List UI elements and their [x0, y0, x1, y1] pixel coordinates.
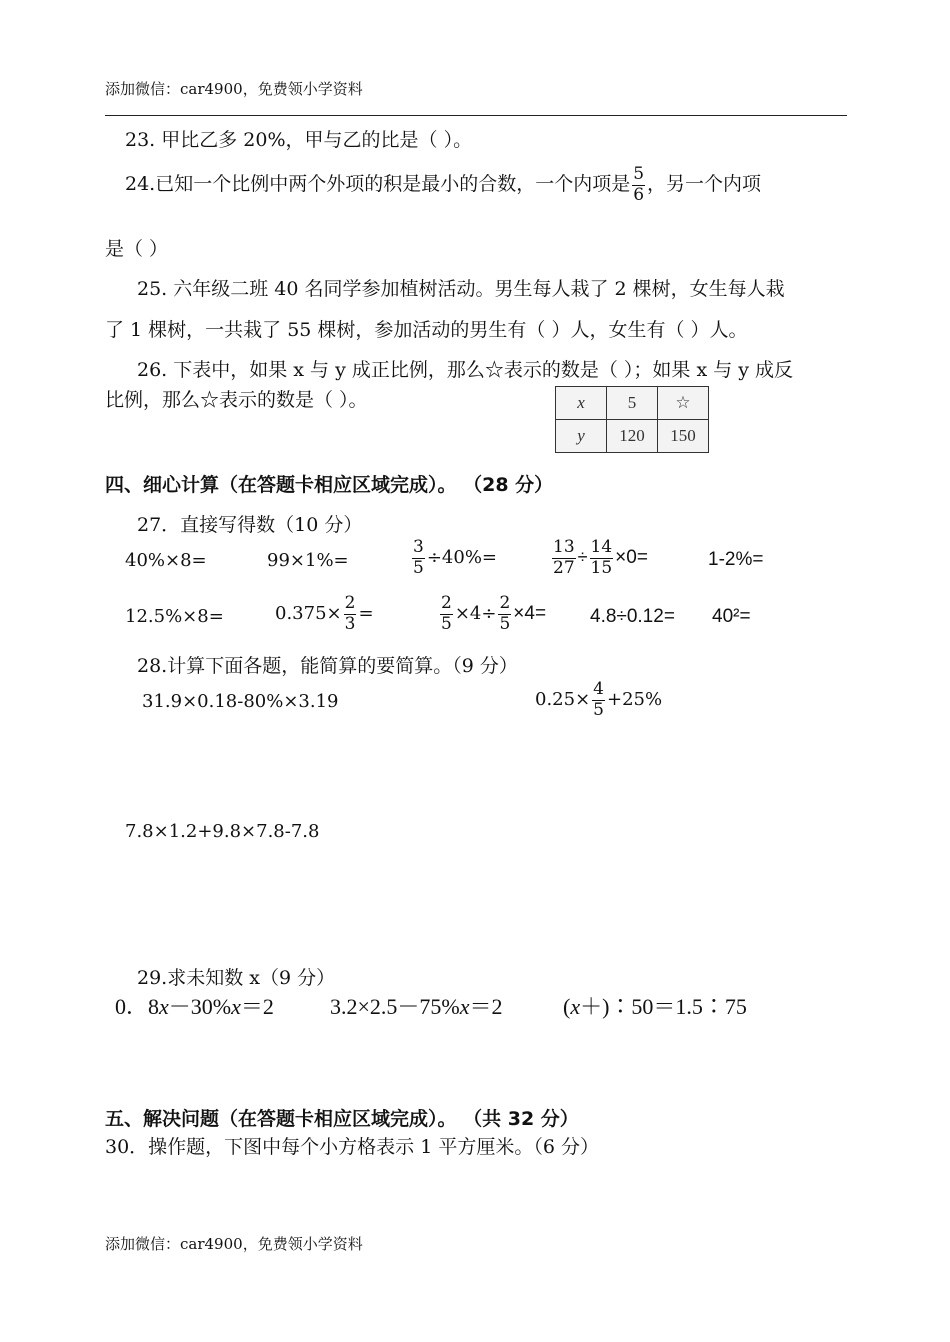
q24-fraction: $\frac{5}{6}$	[633, 164, 645, 205]
q24-suffix: ，另一个内项	[647, 173, 762, 196]
question-24-line2: 是（ ）	[105, 238, 169, 260]
table-row	[556, 387, 709, 420]
q27-r2c3: $\frac{2}{5}$ ×4÷ $\frac{2}{5}$ ×4=	[441, 593, 547, 634]
table-cell: 120	[607, 420, 658, 453]
q28-expr-2: 0.25× $\frac{4}{5}$ +25%	[535, 679, 663, 720]
q28-expr-3: 7.8×1.2+9.8×7.8-7.8	[125, 821, 320, 842]
question-28-title: 28.计算下面各题，能简算的要简算。（9 分）	[137, 655, 518, 677]
q24-prefix: 24.已知一个比例中两个外项的积是最小的合数，一个内项是	[125, 173, 631, 196]
q27-r1c2: 99×1%=	[267, 550, 349, 571]
header-rule	[105, 115, 847, 116]
table-cell: y	[556, 420, 607, 453]
table-cell: 150	[658, 420, 709, 453]
table-cell: ☆	[658, 387, 709, 420]
page-header: 添加微信：car4900，免费领小学资料	[105, 80, 363, 98]
q27-r2c2: 0.375× $\frac{2}{3}$ =	[275, 593, 374, 634]
table-row	[556, 420, 709, 453]
xy-table	[555, 386, 709, 453]
q27-r1c1: 40%×8=	[125, 550, 207, 571]
q29-equation-2: 3.2×2.5－75%x＝2	[330, 994, 503, 1019]
table-cell: x	[556, 387, 607, 420]
question-23: 23. 甲比乙多 20%，甲与乙的比是（ ）。	[125, 129, 473, 151]
q27-r2c1: 12.5%×8=	[125, 606, 224, 627]
question-29-title: 29.求未知数 x（9 分）	[137, 967, 336, 989]
question-25-line2: 了 1 棵树，一共栽了 55 棵树，参加活动的男生有（ ）人，女生有（ ）人。	[105, 319, 748, 341]
q28-expr-1: 31.9×0.18-80%×3.19	[142, 691, 339, 712]
section-5-title: 五、解决问题（在答题卡相应区域完成）。 （共 32 分）	[105, 1108, 579, 1130]
q29-equation-1: 0．8x－30%x＝2	[115, 994, 274, 1019]
q29-equation-3: (x＋)∶50＝1.5∶75	[563, 994, 747, 1019]
question-26-line2: 比例，那么☆表示的数是（ ）。	[105, 389, 368, 411]
table-cell: 5	[607, 387, 658, 420]
section-4-title: 四、细心计算（在答题卡相应区域完成）。 （28 分）	[105, 474, 554, 496]
q27-r1c3: $\frac{3}{5}$ ÷40%=	[413, 537, 497, 578]
question-26-line1: 26. 下表中，如果 x 与 y 成正比例，那么☆表示的数是（ ）；如果 x 与 y 成反	[137, 359, 794, 381]
question-27-title: 27．直接写得数（10 分）	[137, 514, 363, 536]
page-footer: 添加微信：car4900，免费领小学资料	[105, 1235, 363, 1253]
q27-r1c5: 1-2%=	[708, 549, 764, 570]
q27-r1c4: $\frac{13}{27}$ ÷ $\frac{14}{15}$ ×0=	[553, 537, 648, 578]
q27-r2c4: 4.8÷0.12=	[590, 606, 675, 627]
q27-r2c5: 40²=	[712, 606, 751, 627]
question-25-line1: 25. 六年级二班 40 名同学参加植树活动。男生每人栽了 2 棵树，女生每人栽	[137, 278, 785, 300]
question-24-line1	[125, 165, 761, 205]
question-30: 30．操作题，下图中每个小方格表示 1 平方厘米。（6 分）	[105, 1136, 599, 1158]
